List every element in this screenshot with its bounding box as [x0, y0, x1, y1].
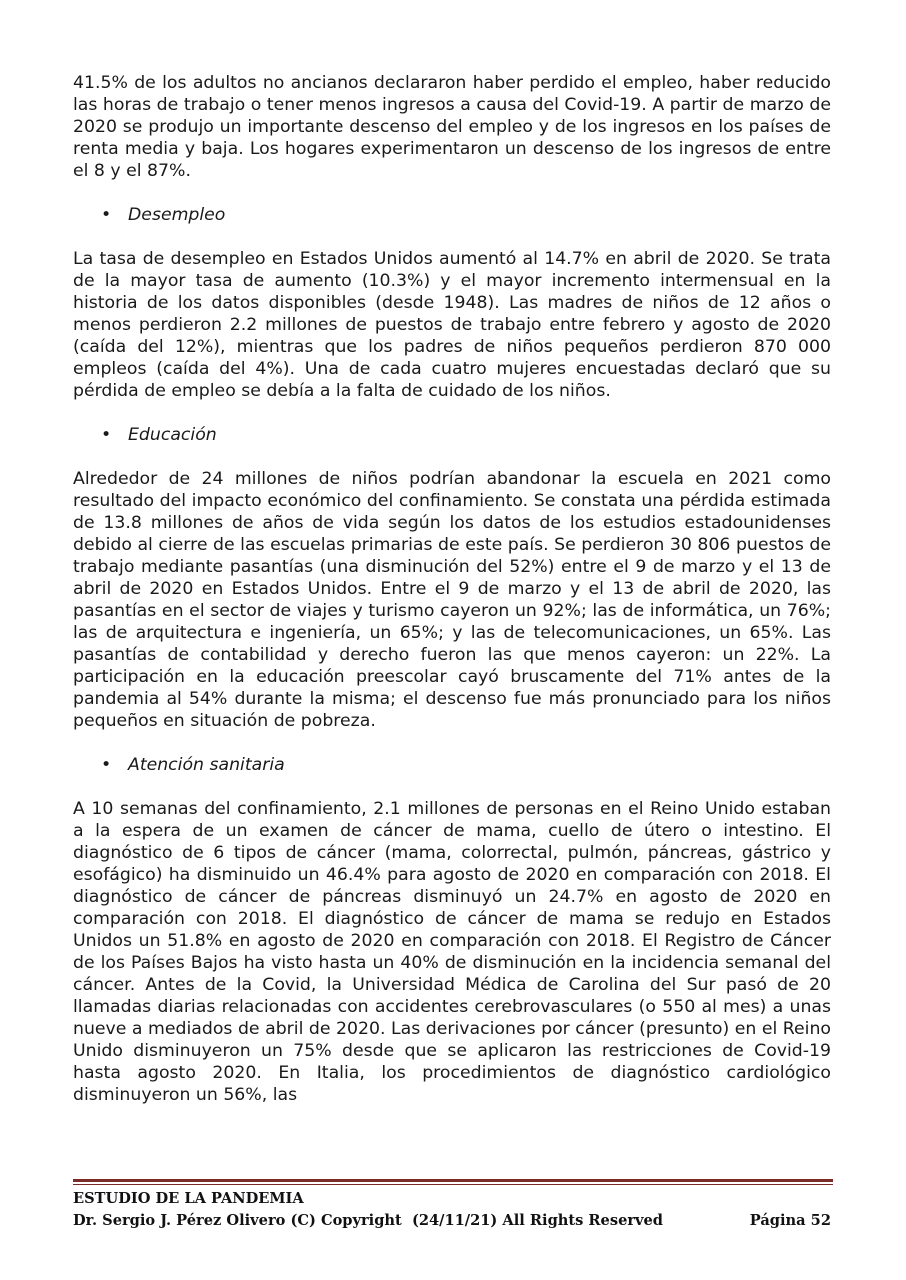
section-heading-sanitaria [73, 754, 831, 776]
footer-divider-thick [73, 1179, 833, 1182]
paragraph-intro: 41.5% de los adultos no ancianos declararon haber perdido el empleo, haber reducido las horas de trabajo o tener menos ingresos a causa del Covid-19. A partir de marzo de 2020 se produjo un importante descenso del empleo y de los ingresos en los países de renta media y baja. Los hogares experimentaron un descenso de los ingresos de entre el 8 y el 87%. [73, 73, 831, 181]
footer-line [73, 1212, 831, 1229]
bullet-icon: • [101, 755, 112, 775]
section-heading-desempleo [73, 204, 831, 226]
heading-label: Atención sanitaria [128, 755, 285, 775]
bullet-icon: • [101, 425, 112, 445]
footer-divider-thin [73, 1184, 833, 1185]
paragraph-desempleo: La tasa de desempleo en Estados Unidos aumentó al 14.7% en abril de 2020. Se trata de la mayor tasa de aumento (10.3%) y el mayor incremento intermensual en la historia de los datos disponibles (desde 1948). Las madres de niños de 12 años o menos perdieron 2.2 millones de puestos de trabajo entre febrero y agosto de 2020 (caída del 12%), mientras que los padres de niños pequeños perdieron 870 000 empleos (caída del 4%). Una de cada cuatro mujeres encuestadas declaró que su pérdida de empleo se debía a la falta de cuidado de los niños. [73, 249, 831, 401]
paragraph-educacion: Alrededor de 24 millones de niños podrían abandonar la escuela en 2021 como resultado del impacto económico del confinamiento. Se constata una pérdida estimada de 13.8 millones de años de vida según los datos de los estudios estadounidenses debido al cierre de las escuelas primarias de este país. Se perdieron 30 806 puestos de trabajo mediante pasantías (una disminución del 52%) entre el 9 de marzo y el 13 de abril de 2020 en Estados Unidos. Entre el 9 de marzo y el 13 de abril de 2020, las pasantías en el sector de viajes y turismo cayeron un 92%; las de informática, un 76%; las de arquitectura e ingeniería, un 65%; y las de telecomunicaciones, un 65%. Las pasantías de contabilidad y derecho fueron las que menos cayeron: un 22%. La participación en la educación preescolar cayó bruscamente del 71% antes de la pandemia al 54% durante la misma; el descenso fue más pronunciado para los niños pequeños en situación de pobreza. [73, 469, 831, 731]
footer-title: ESTUDIO DE LA PANDEMIA [73, 1190, 304, 1207]
footer-copyright: Dr. Sergio J. Pérez Olivero (C) Copyright (24/11/21) All Rights Reserved [73, 1212, 664, 1229]
section-heading-educacion [73, 424, 831, 446]
heading-label: Educación [128, 425, 217, 445]
document-body [73, 72, 831, 1106]
bullet-icon: • [101, 205, 112, 225]
heading-label: Desempleo [128, 205, 226, 225]
page-number: Página 52 [749, 1212, 831, 1229]
paragraph-sanitaria: A 10 semanas del confinamiento, 2.1 millones de personas en el Reino Unido estaban a la espera de un examen de cáncer de mama, cuello de útero o intestino. El diagnóstico de 6 tipos de cáncer (mama, colorrectal, pulmón, páncreas, gástrico y esofágico) ha disminuido un 46.4% para agosto de 2020 en comparación con 2018. El diagnóstico de cáncer de páncreas disminuyó un 24.7% en agosto de 2020 en comparación con 2018. El diagnóstico de cáncer de mama se redujo en Estados Unidos un 51.8% en agosto de 2020 en comparación con 2018. El Registro de Cáncer de los Países Bajos ha visto hasta un 40% de disminución en la incidencia semanal del cáncer. Antes de la Covid, la Universidad Médica de Carolina del Sur pasó de 20 llamadas diarias relacionadas con accidentes cerebrovasculares (o 550 al mes) a unas nueve a mediados de abril de 2020. Las derivaciones por cáncer (presunto) en el Reino Unido disminuyeron un 75% desde que se aplicaron las restricciones de Covid-19 hasta agosto 2020. En Italia, los procedimientos de diagnóstico cardiológico disminuyeron un 56%, las [73, 799, 831, 1105]
